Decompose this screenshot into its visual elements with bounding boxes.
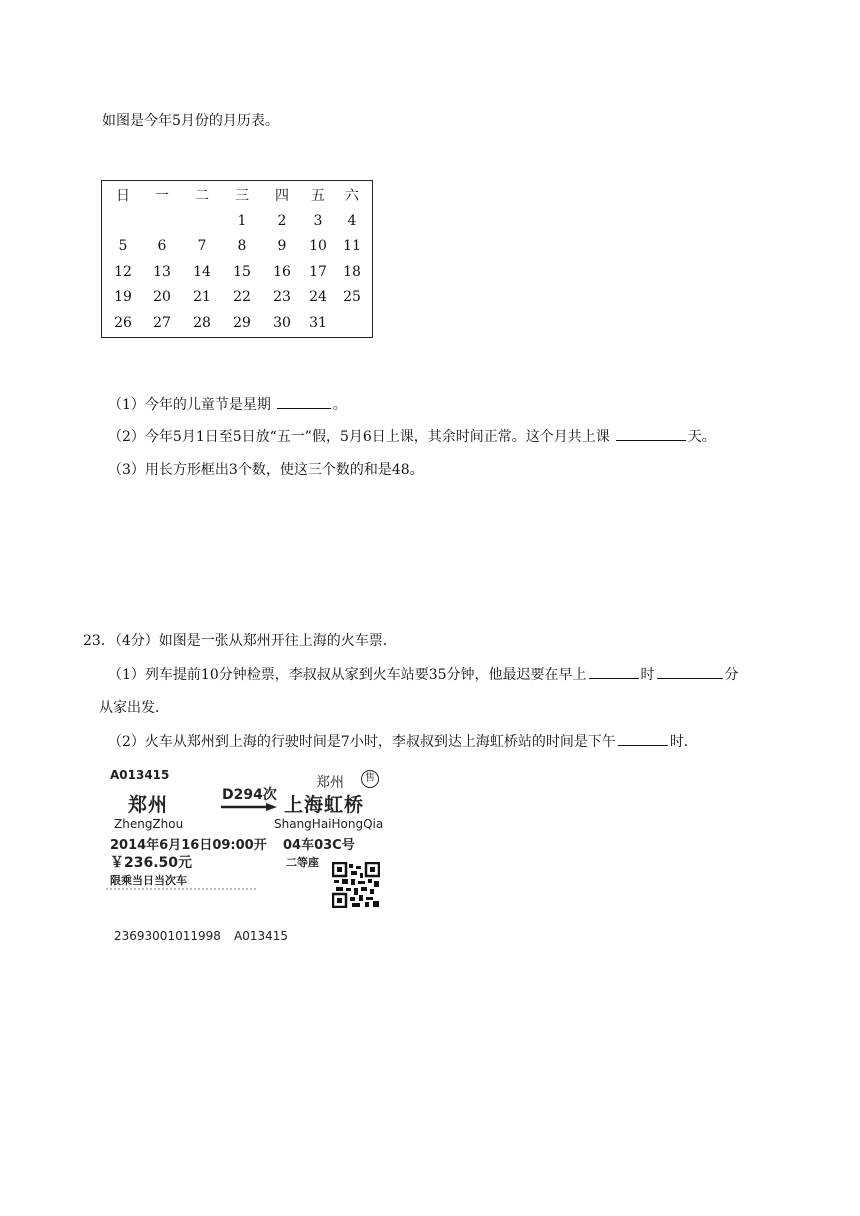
weekday-cell: 四 (275, 188, 289, 204)
q22-part1-text: （1）今年的儿童节是星期 (108, 397, 271, 413)
day-cell: 22 (233, 289, 251, 305)
ticket-to-station: 上海虹桥 (284, 794, 365, 816)
day-cell: 6 (157, 238, 167, 254)
q23-part1-hour: 时 (640, 667, 655, 683)
q23-part1-line2: 从家出发． (99, 700, 169, 716)
calendar-week-row (102, 209, 372, 233)
ticket-serial-top: A013415 (110, 768, 170, 782)
sell-stamp-icon (361, 770, 379, 788)
day-cell: 16 (273, 264, 291, 280)
qr-code-icon (332, 862, 380, 908)
day-cell: 9 (277, 238, 287, 254)
q23-part2 (108, 731, 698, 751)
day-cell: 28 (193, 315, 211, 331)
answer-blank[interactable] (616, 426, 686, 441)
weekday-cell: 三 (235, 188, 249, 204)
train-ticket (106, 764, 396, 948)
weekday-cell: 五 (311, 188, 325, 204)
day-cell: 30 (273, 315, 291, 331)
q23-part1 (108, 664, 739, 684)
day-cell: 31 (309, 315, 327, 331)
weekday-cell: 六 (345, 188, 359, 204)
day-cell: 13 (153, 264, 171, 280)
ticket-seat-class: 二等座 (286, 856, 319, 869)
answer-blank[interactable] (277, 394, 331, 409)
q22-part2-text: （2）今年5月1日至5日放“五一”假，5月6日上课，其余时间正常。这个月共上课 (108, 429, 610, 445)
day-cell: 10 (309, 238, 327, 254)
ticket-price: ￥236.50元 (110, 855, 193, 871)
answer-blank[interactable] (589, 664, 639, 679)
q22-part3: （3）用长方形框出3个数，使这三个数的和是48。 (108, 462, 424, 478)
ticket-serial-bottom: A013415 (234, 929, 289, 943)
day-cell: 18 (343, 264, 361, 280)
calendar-weekday-row (102, 184, 372, 208)
day-cell: 5 (118, 238, 128, 254)
ticket-barcode-number: 23693001011998 (114, 929, 221, 943)
weekday-cell: 日 (116, 188, 130, 204)
ticket-to-pinyin: ShangHaiHongQia (274, 817, 384, 831)
day-cell: 1 (237, 213, 247, 229)
q23-part2-text: （2）火车从郑州到上海的行驶时间是7小时，李叔叔到达上海虹桥站的时间是下午 (108, 734, 616, 750)
q22-part2 (108, 426, 716, 446)
calendar-week-row (102, 285, 372, 309)
day-cell: 25 (343, 289, 361, 305)
answer-blank[interactable] (657, 664, 723, 679)
day-cell: 26 (114, 315, 132, 331)
q23-part1-text: （1）列车提前10分钟检票，李叔叔从家到火车站要35分钟，他最迟要在早上 (108, 667, 587, 683)
ticket-from-pinyin: ZhengZhou (114, 817, 184, 831)
day-cell: 8 (237, 238, 247, 254)
day-cell: 21 (193, 289, 211, 305)
calendar-week-row (102, 260, 372, 284)
day-cell: 2 (277, 213, 287, 229)
day-cell: 15 (233, 264, 251, 280)
ticket-from-station: 郑州 (128, 794, 169, 816)
ticket-train-number: D294次 (222, 787, 277, 803)
q22-part2-end: 天。 (687, 429, 716, 445)
calendar-week-row (102, 234, 372, 258)
weekday-cell: 一 (155, 188, 169, 204)
answer-blank[interactable] (618, 731, 668, 746)
weekday-cell: 二 (195, 188, 209, 204)
day-cell: 12 (114, 264, 132, 280)
day-cell: 3 (313, 213, 323, 229)
day-cell: 27 (153, 315, 171, 331)
intro-text: 如图是今年5月份的月历表。 (102, 113, 279, 129)
q23-part1-minute: 分 (724, 667, 739, 683)
direction-arrow-icon (220, 802, 278, 812)
q22-part1-end: 。 (332, 397, 347, 413)
calendar-table (101, 180, 373, 338)
ticket-note: 限乘当日当次车 (110, 874, 187, 887)
ticket-seat: 04车03C号 (283, 838, 355, 853)
day-cell: 24 (309, 289, 327, 305)
day-cell: 19 (114, 289, 132, 305)
day-cell: 29 (233, 315, 251, 331)
day-cell: 14 (193, 264, 211, 280)
day-cell: 7 (197, 238, 207, 254)
ticket-dotted-line (106, 888, 256, 890)
day-cell: 4 (347, 213, 357, 229)
q22-part1 (108, 394, 347, 414)
q23-title: 23．（4分）如图是一张从郑州开往上海的火车票． (83, 633, 397, 649)
day-cell: 17 (309, 264, 327, 280)
ticket-datetime: 2014年6月16日09:00开 (110, 838, 267, 853)
ticket-station-office: 郑州 (316, 775, 344, 791)
calendar-week-row (102, 311, 372, 335)
day-cell: 20 (153, 289, 171, 305)
q23-part2-end: 时． (669, 734, 698, 750)
day-cell: 23 (273, 289, 291, 305)
day-cell: 11 (343, 238, 361, 254)
sell-stamp-text: 售 (365, 773, 375, 784)
